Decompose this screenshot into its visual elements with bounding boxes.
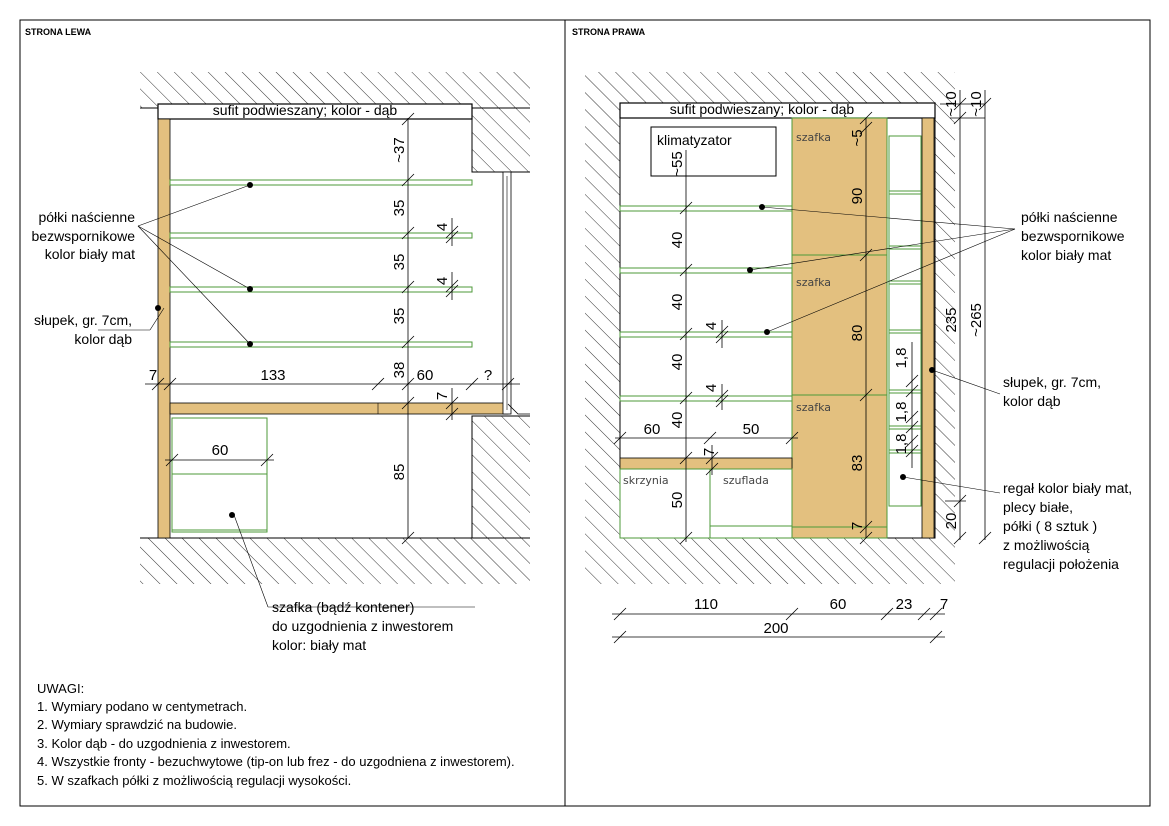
dim-text: 1,8 — [893, 401, 910, 423]
right-shelves-label-2: bezwspornikowe — [1021, 228, 1125, 244]
right-shelf — [620, 268, 792, 273]
left-oak-post — [158, 119, 170, 538]
left-shelf — [170, 233, 472, 238]
right-drawer-label: szuflada — [723, 474, 769, 487]
left-cabinet — [172, 418, 267, 532]
right-ceiling-label: sufit podwieszany; kolor - dąb — [669, 101, 855, 117]
left-post-label-1: słupek, gr. 7cm, — [33, 312, 132, 328]
dim-text: 40 — [669, 293, 686, 311]
right-shelf — [620, 396, 792, 401]
dim-text: 35 — [391, 253, 408, 271]
dim-text: ~10 — [943, 91, 960, 117]
left-shelves-label-3: kolor biały mat — [44, 246, 135, 262]
left-horizontal-dim-row — [145, 378, 520, 390]
left-elevation — [32, 72, 531, 653]
dim-text: 1,8 — [893, 433, 910, 455]
left-shelves-label-1: półki naścienne — [38, 209, 135, 225]
dim-text: 40 — [669, 411, 686, 429]
right-chest-label: skrzynia — [623, 474, 669, 487]
dim-text: 133 — [260, 367, 286, 384]
dim-text: 7 — [434, 391, 451, 401]
right-ac-label: klimatyzator — [657, 132, 732, 148]
notes-block — [37, 681, 515, 788]
notes-item: 5. W szafkach półki z możliwością regulacji wysokości. — [37, 773, 352, 788]
notes-item: 4. Wszystkie fronty - bezuchwytowe (tip-on lub frez - do uzgodniena z inwestorem). — [37, 754, 515, 769]
notes-item: 3. Kolor dąb - do uzgodnienia z inwestorem. — [37, 736, 291, 751]
left-title: STRONA LEWA — [25, 27, 92, 37]
notes-item: 2. Wymiary sprawdzić na budowie. — [37, 717, 238, 732]
dim-text: 60 — [829, 596, 847, 613]
dim-text: 4 — [434, 222, 451, 232]
left-shelf — [170, 342, 472, 347]
left-shelves-label-2: bezwspornikowe — [31, 228, 135, 244]
right-cab-label: szafka — [796, 131, 832, 144]
right-left-vertical-dim-chain — [680, 150, 692, 544]
dim-text: 7 — [701, 447, 718, 457]
right-post-label-2: kolor dąb — [1003, 393, 1061, 409]
right-shelves-label-1: półki naścienne — [1021, 209, 1118, 225]
dim-text: 235 — [943, 307, 960, 333]
left-shelf — [170, 180, 472, 185]
notes-title: UWAGI: — [37, 681, 85, 696]
left-shelf-thickness-dims — [446, 218, 458, 420]
dim-text: ? — [483, 367, 493, 384]
dim-text: 4 — [703, 383, 720, 393]
left-wall-lower-hatch — [472, 416, 530, 538]
dim-text: 60 — [416, 367, 434, 384]
dim-text: 60 — [643, 421, 661, 438]
notes-item: 1. Wymiary podano w centymetrach. — [37, 699, 248, 714]
left-shelf — [170, 287, 472, 292]
right-rack-label-4: z możliwością — [1003, 537, 1090, 553]
right-rack-label-5: regulacji położenia — [1003, 556, 1119, 572]
dim-text: ~37 — [391, 137, 408, 163]
right-elevation — [585, 72, 1132, 643]
dim-text: 7 — [939, 596, 949, 613]
right-tall-cabinet — [792, 118, 887, 538]
dim-text: 40 — [669, 353, 686, 371]
right-rack-label-1: regał kolor biały mat, — [1003, 480, 1133, 496]
dim-text: ~5 — [849, 129, 866, 147]
dim-text: 90 — [849, 187, 866, 205]
dim-text: 60 — [211, 442, 229, 459]
dim-text: 35 — [391, 199, 408, 217]
dim-text: ~265 — [968, 303, 985, 337]
left-floor-hatch — [140, 538, 530, 584]
dim-text: 200 — [763, 620, 789, 637]
dim-text: 110 — [694, 596, 718, 613]
right-oak-post — [922, 118, 934, 538]
left-cabinet-label-1: szafka (bądź kontener) — [272, 599, 415, 615]
left-cabinet-label-3: kolor: biały mat — [272, 637, 367, 653]
dim-text: 35 — [391, 307, 408, 325]
dim-text: 7 — [849, 521, 866, 531]
left-post-label-2: kolor dąb — [74, 331, 132, 347]
dim-text: 50 — [742, 421, 760, 438]
dim-text: 50 — [669, 491, 686, 509]
right-rack-label-3: półki ( 8 sztuk ) — [1003, 518, 1098, 534]
dim-text: 85 — [391, 463, 408, 481]
right-shelf — [620, 206, 792, 211]
right-cab-label: szafka — [796, 401, 832, 414]
dim-text: 4 — [703, 321, 720, 331]
left-ceiling-label: sufit podwieszany; kolor - dąb — [212, 102, 398, 118]
right-post-label-1: słupek, gr. 7cm, — [1003, 374, 1102, 390]
dim-text: 80 — [849, 324, 866, 342]
right-floor-hatch — [585, 538, 955, 584]
dim-text: ~10 — [968, 91, 985, 117]
right-wall-left-hatch — [585, 106, 620, 538]
dim-text: 40 — [669, 231, 686, 249]
dim-text: ~55 — [669, 151, 686, 177]
right-cab-label: szafka — [796, 276, 832, 289]
right-title: STRONA PRAWA — [572, 27, 646, 37]
dim-text: 38 — [391, 361, 408, 379]
right-rack-label-2: plecy białe, — [1003, 499, 1074, 515]
dim-text: 83 — [849, 454, 866, 472]
dim-text: 7 — [148, 367, 158, 384]
dim-text: 20 — [943, 512, 960, 530]
dim-text: 4 — [434, 276, 451, 286]
left-cabinet-label-2: do uzgodnienia z inwestorem — [272, 618, 454, 634]
right-horizontal-dims — [614, 432, 798, 444]
left-wall-upper-hatch — [472, 108, 530, 172]
dim-text: 23 — [895, 596, 913, 613]
dim-text: 1,8 — [893, 347, 910, 369]
right-shelves-label-3: kolor biały mat — [1021, 247, 1112, 263]
